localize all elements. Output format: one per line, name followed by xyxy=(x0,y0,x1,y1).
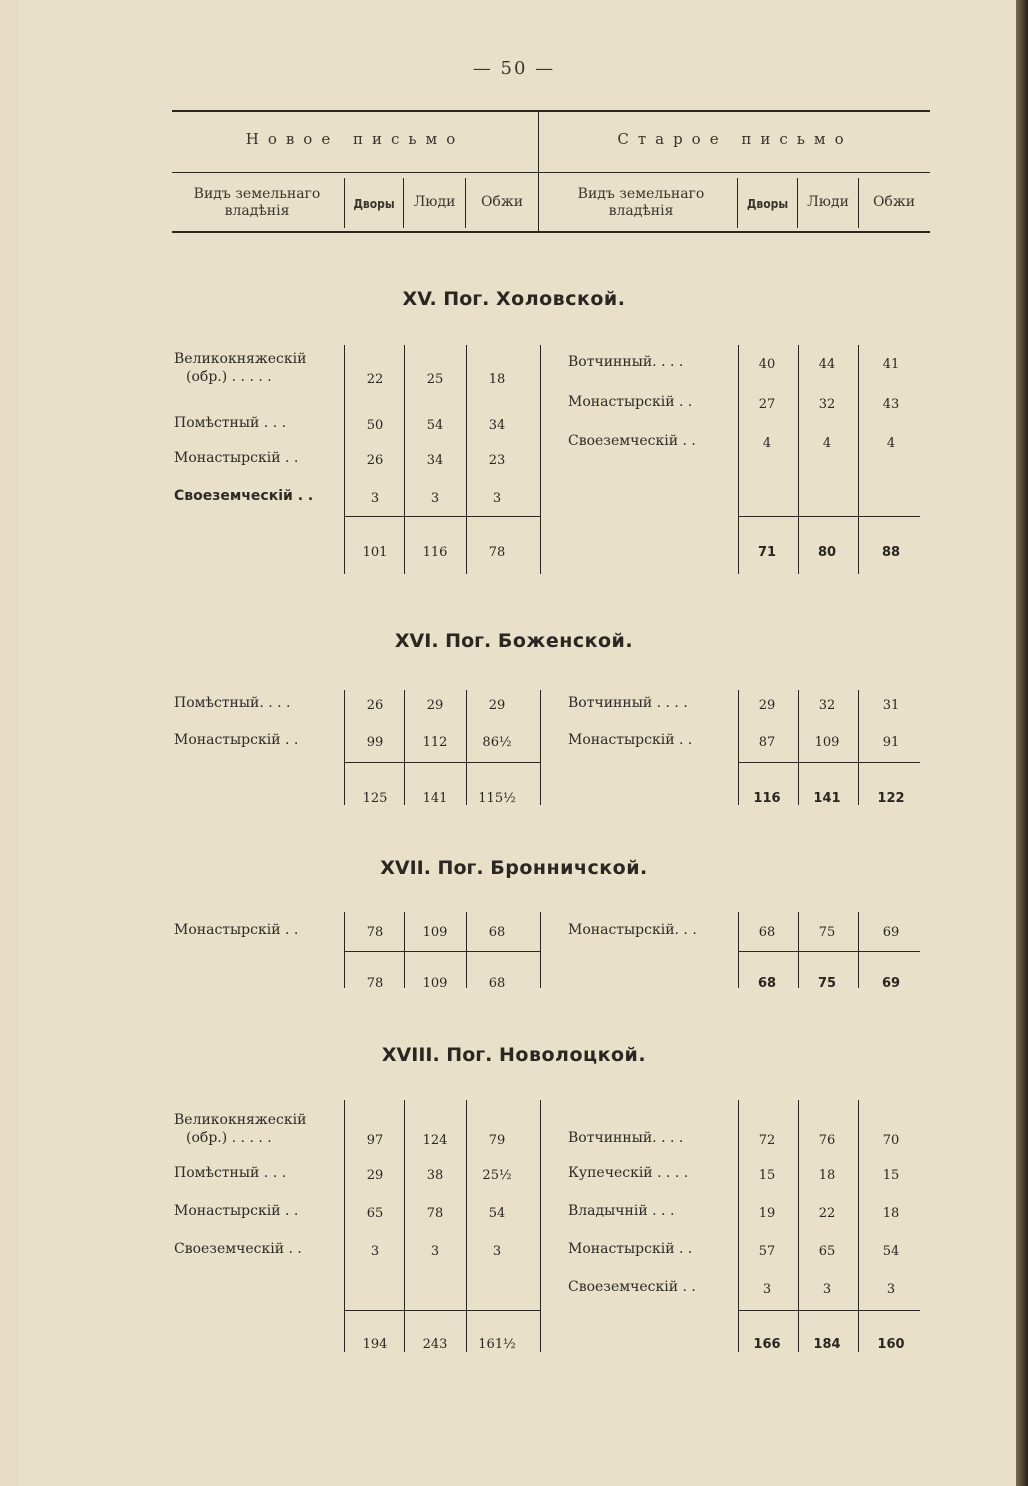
row-label: Своеземческій . . xyxy=(568,433,696,449)
cell-obzhi: 25½ xyxy=(482,1168,512,1183)
total-lyudi: 80 xyxy=(817,545,837,560)
cell-lyudi: 109 xyxy=(422,925,448,940)
cell-dvory: 26 xyxy=(366,453,384,468)
total-dvory: 68 xyxy=(757,976,777,991)
sum-rule-new xyxy=(344,762,540,763)
col-rule-old xyxy=(798,690,799,805)
cell-dvory: 40 xyxy=(758,357,776,372)
sum-rule-new xyxy=(344,951,540,952)
section-divider xyxy=(540,690,541,805)
cell-lyudi: 109 xyxy=(814,735,840,750)
cell-lyudi: 32 xyxy=(818,397,836,412)
section-roman: XVI. xyxy=(394,630,446,652)
cell-obzhi: 69 xyxy=(882,925,900,940)
row-label: Вотчинный. . . . xyxy=(568,1130,684,1146)
col-lyudi-new: Люди xyxy=(413,194,456,210)
section-title xyxy=(0,630,1028,652)
cell-dvory: 57 xyxy=(758,1244,776,1259)
cell-lyudi: 112 xyxy=(422,735,448,750)
row-label: Монастырскій . . xyxy=(568,1241,693,1257)
col-dvory-new: Дворы xyxy=(353,197,395,211)
cell-obzhi: 79 xyxy=(488,1133,506,1148)
header-new-letter: Новое письмо xyxy=(245,130,465,148)
row-label: Вотчинный . . . . xyxy=(568,695,688,711)
total-lyudi: 109 xyxy=(422,976,448,991)
section-roman: XVII. xyxy=(380,857,438,879)
section-roman: XVIII. xyxy=(381,1044,447,1066)
cell-lyudi: 76 xyxy=(818,1133,836,1148)
cell-lyudi: 44 xyxy=(818,357,836,372)
cell-obzhi: 54 xyxy=(488,1206,506,1221)
col-rule-old xyxy=(858,912,859,988)
cell-obzhi: 41 xyxy=(882,357,900,372)
cell-lyudi: 65 xyxy=(818,1244,836,1259)
cell-lyudi: 32 xyxy=(818,698,836,713)
total-obzhi: 160 xyxy=(877,1337,905,1352)
total-obzhi: 115½ xyxy=(478,791,516,806)
col-rule-new xyxy=(404,690,405,805)
row-label: Великокняжескій xyxy=(174,351,307,367)
col-dvory-old: Дворы xyxy=(746,197,789,211)
section-pog: Пог. xyxy=(446,1044,500,1066)
row-label: Монастырскій . . xyxy=(174,450,299,466)
row-label: Помѣстный. . . . xyxy=(174,695,291,711)
row-label-cont: (обр.) . . . . . xyxy=(186,369,272,385)
cell-obzhi: 91 xyxy=(882,735,900,750)
cell-dvory: 97 xyxy=(366,1133,384,1148)
sum-rule-old xyxy=(738,762,920,763)
section-name: Боженской. xyxy=(497,630,634,652)
cell-lyudi: 18 xyxy=(818,1168,836,1183)
cell-dvory: 3 xyxy=(370,491,380,506)
row-label: Владычній . . . xyxy=(568,1203,675,1219)
col-rule-new xyxy=(344,690,345,805)
cell-lyudi: 25 xyxy=(426,372,444,387)
row-label-cont: (обр.) . . . . . xyxy=(186,1130,272,1146)
cell-lyudi: 34 xyxy=(426,453,444,468)
col-rule-old xyxy=(858,1100,859,1352)
page-number: — 50 — xyxy=(472,58,556,79)
section-divider xyxy=(540,1100,541,1352)
cell-dvory: 72 xyxy=(758,1133,776,1148)
sum-rule-old xyxy=(738,516,920,517)
total-dvory: 71 xyxy=(757,545,777,560)
cell-dvory: 26 xyxy=(366,698,384,713)
section-name: Бронничской. xyxy=(490,857,648,879)
total-dvory: 166 xyxy=(753,1337,781,1352)
col-kind-old: Видъ земельнаго владѣнія xyxy=(577,186,705,219)
total-lyudi: 141 xyxy=(422,791,448,806)
col-obzhi-new: Обжи xyxy=(480,194,524,210)
header-old-letter: Старое письмо xyxy=(617,130,853,148)
col-rule-old xyxy=(738,912,739,988)
cell-dvory: 87 xyxy=(758,735,776,750)
cell-lyudi: 78 xyxy=(426,1206,444,1221)
col-rule-old xyxy=(858,345,859,574)
section-pog: Пог. xyxy=(443,288,497,310)
sum-rule-old xyxy=(738,1310,920,1311)
cell-obzhi: 54 xyxy=(882,1244,900,1259)
total-lyudi: 141 xyxy=(813,791,841,806)
cell-dvory: 65 xyxy=(366,1206,384,1221)
section-divider xyxy=(540,912,541,988)
cell-obzhi: 29 xyxy=(488,698,506,713)
total-dvory: 101 xyxy=(362,545,388,560)
cell-lyudi: 29 xyxy=(426,698,444,713)
cell-dvory: 22 xyxy=(366,372,384,387)
section-pog: Пог. xyxy=(445,630,498,652)
header-top-rule xyxy=(172,110,930,112)
cell-dvory: 99 xyxy=(366,735,384,750)
cell-obzhi: 15 xyxy=(882,1168,900,1183)
total-lyudi: 184 xyxy=(813,1337,841,1352)
row-label: Купеческій . . . . xyxy=(568,1165,689,1181)
total-dvory: 194 xyxy=(362,1337,388,1352)
row-label: Своеземческій . . xyxy=(174,1241,302,1257)
header-bottom-rule xyxy=(172,231,930,233)
cell-lyudi: 75 xyxy=(818,925,836,940)
section-divider xyxy=(540,345,541,574)
cell-obzhi: 23 xyxy=(488,453,506,468)
total-obzhi: 88 xyxy=(881,545,901,560)
total-obzhi: 68 xyxy=(488,976,506,991)
cell-lyudi: 54 xyxy=(426,418,444,433)
col-rule-old xyxy=(738,1100,739,1352)
section-pog: Пог. xyxy=(437,857,491,879)
cell-lyudi: 22 xyxy=(818,1206,836,1221)
total-obzhi: 78 xyxy=(488,545,506,560)
row-label: Монастырскій . . xyxy=(568,394,693,410)
cell-obzhi: 3 xyxy=(492,1244,502,1259)
col-rule-old xyxy=(798,1100,799,1352)
cell-dvory: 29 xyxy=(366,1168,384,1183)
total-obzhi: 69 xyxy=(881,976,901,991)
cell-obzhi: 18 xyxy=(488,372,506,387)
cell-lyudi: 3 xyxy=(822,1282,832,1297)
total-dvory: 78 xyxy=(366,976,384,991)
col-rule-new xyxy=(466,912,467,988)
total-lyudi: 75 xyxy=(817,976,837,991)
header-divider xyxy=(538,112,539,231)
cell-dvory: 27 xyxy=(758,397,776,412)
cell-lyudi: 3 xyxy=(430,491,440,506)
section-title xyxy=(0,1044,1028,1066)
total-dvory: 116 xyxy=(753,791,781,806)
col-rule-new xyxy=(466,345,467,574)
cell-obzhi: 4 xyxy=(886,436,896,451)
col-rule-new xyxy=(404,1100,405,1352)
section-title xyxy=(0,857,1028,879)
cell-dvory: 50 xyxy=(366,418,384,433)
cell-lyudi: 38 xyxy=(426,1168,444,1183)
row-label: Монастырскій . . xyxy=(174,732,299,748)
row-label: Монастырскій . . xyxy=(568,732,693,748)
cell-lyudi: 4 xyxy=(822,436,832,451)
col-rule-old xyxy=(738,690,739,805)
cell-obzhi: 34 xyxy=(488,418,506,433)
cell-lyudi: 3 xyxy=(430,1244,440,1259)
cell-dvory: 68 xyxy=(758,925,776,940)
col-obzhi-old: Обжи xyxy=(872,194,916,210)
total-obzhi: 122 xyxy=(877,791,905,806)
cell-obzhi: 68 xyxy=(488,925,506,940)
col-rule-new xyxy=(404,912,405,988)
cell-dvory: 3 xyxy=(762,1282,772,1297)
section-name: Холовской. xyxy=(496,288,626,310)
cell-dvory: 3 xyxy=(370,1244,380,1259)
cell-dvory: 15 xyxy=(758,1168,776,1183)
section-name: Новолоцкой. xyxy=(499,1044,647,1066)
cell-obzhi: 3 xyxy=(886,1282,896,1297)
row-label: Монастырскій. . . xyxy=(568,922,697,938)
section-roman: XV. xyxy=(402,288,444,310)
cell-lyudi: 124 xyxy=(422,1133,448,1148)
row-label: Своеземческій . . xyxy=(174,488,314,504)
cell-obzhi: 3 xyxy=(492,491,502,506)
row-label: Помѣстный . . . xyxy=(174,1165,287,1181)
total-lyudi: 243 xyxy=(422,1337,448,1352)
col-kind-new: Видъ земельнаго владѣнія xyxy=(193,186,321,219)
col-rule-old xyxy=(798,345,799,574)
cell-dvory: 78 xyxy=(366,925,384,940)
total-lyudi: 116 xyxy=(422,545,448,560)
sum-rule-old xyxy=(738,951,920,952)
col-rule-old xyxy=(858,690,859,805)
row-label: Вотчинный. . . . xyxy=(568,354,684,370)
row-label: Своеземческій . . xyxy=(568,1279,696,1295)
col-rule-new xyxy=(404,345,405,574)
total-obzhi: 161½ xyxy=(478,1337,516,1352)
col-rule-new xyxy=(344,912,345,988)
cell-dvory: 19 xyxy=(758,1206,776,1221)
col-rule-new xyxy=(344,1100,345,1352)
cell-obzhi: 43 xyxy=(882,397,900,412)
col-lyudi-old: Люди xyxy=(807,194,849,210)
cell-obzhi: 86½ xyxy=(482,735,512,750)
cell-dvory: 4 xyxy=(762,436,772,451)
sum-rule-new xyxy=(344,516,540,517)
cell-obzhi: 70 xyxy=(882,1133,900,1148)
cell-dvory: 29 xyxy=(758,698,776,713)
total-dvory: 125 xyxy=(362,791,388,806)
row-label: Монастырскій . . xyxy=(174,922,299,938)
section-title xyxy=(0,288,1028,310)
col-rule-old xyxy=(738,345,739,574)
row-label: Великокняжескій xyxy=(174,1112,307,1128)
cell-obzhi: 18 xyxy=(882,1206,900,1221)
sum-rule-new xyxy=(344,1310,540,1311)
col-rule-new xyxy=(466,1100,467,1352)
row-label: Помѣстный . . . xyxy=(174,415,287,431)
col-rule-new xyxy=(466,690,467,805)
cell-obzhi: 31 xyxy=(882,698,900,713)
col-rule-new xyxy=(344,345,345,574)
col-rule-old xyxy=(798,912,799,988)
header-mid-rule xyxy=(172,172,930,173)
row-label: Монастырскій . . xyxy=(174,1203,299,1219)
page-edge xyxy=(1016,0,1028,1486)
